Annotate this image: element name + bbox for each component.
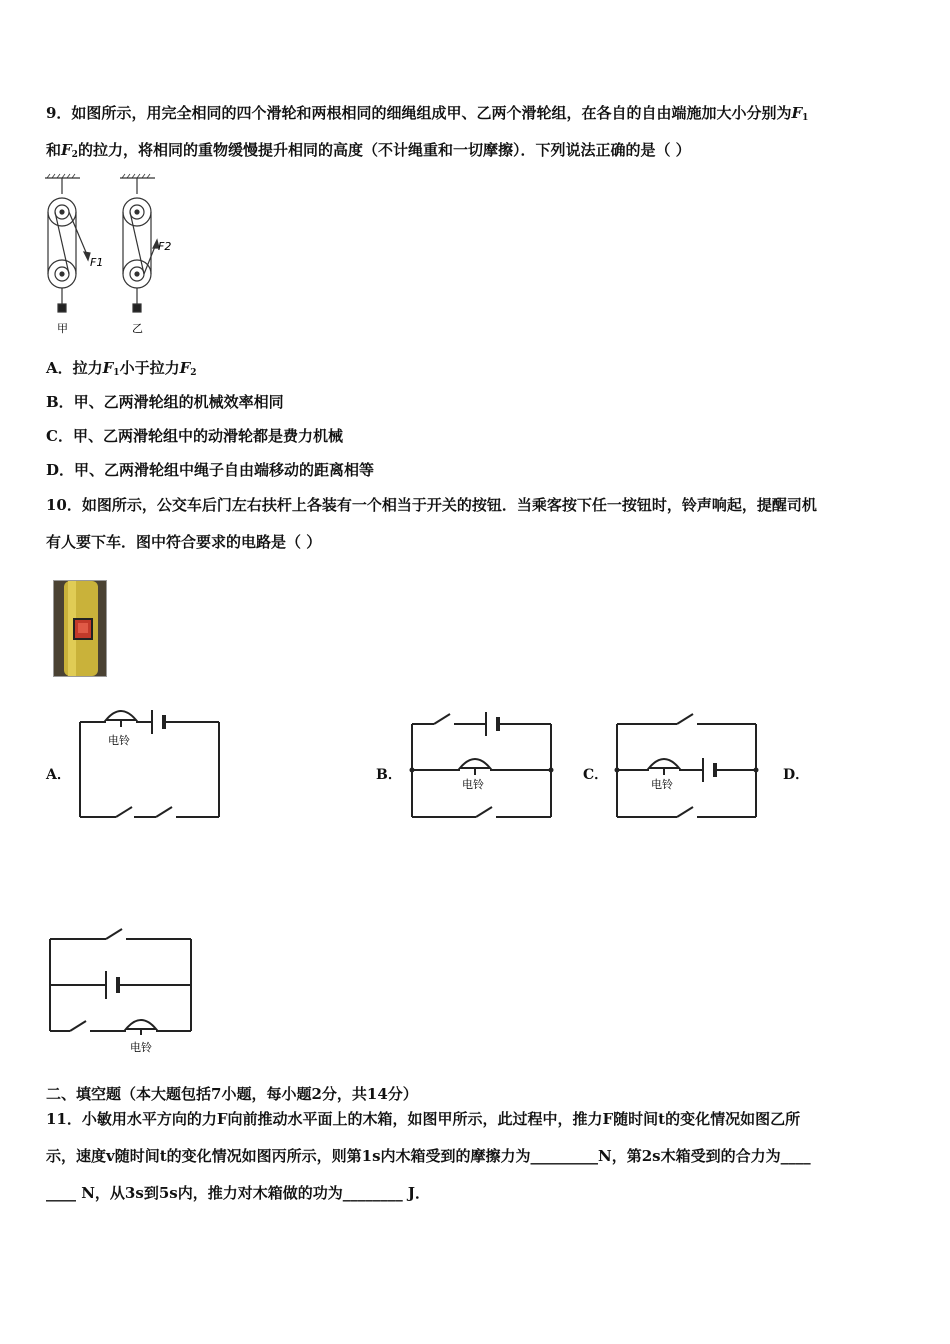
bell-label: 电铃 [108,734,130,747]
circuit-c [615,708,760,820]
bus-button-photo [53,580,107,677]
q10-option-c-label: C． [583,767,609,783]
q10-stem-line1: 10．如图所示，公交车后门左右扶杆上各装有一个相当于开关的按钮．当乘客按下任一按钮时，铃声响起，提醒司机 [46,496,817,514]
q9-option-c: C．甲、乙两滑轮组中的动滑轮都是费力机械 [46,427,343,445]
battery-icon [152,710,164,734]
q10-option-a-label: A． [46,767,71,783]
q11-line2: 示，速度v随时间t的变化情况如图丙所示，则第1s内木箱受到的摩擦力为_________N，第2s木箱受到的合力为____ [46,1147,811,1165]
q9-stem-line2: 和$F_2$的拉力，将相同的重物缓慢提升相同的高度（不计绳重和一切摩擦）．下列说法正确的是（ ） [46,141,691,160]
circuit-d [48,925,196,1060]
q9-fig-force-f2: F2 [158,240,172,253]
bell-icon [106,711,136,727]
q11-line3: ____ N，从3s到5s内，推力对木箱做的功为________ J． [46,1184,431,1202]
circuit-b [410,708,555,820]
q10-stem-line2: 有人要下车．图中符合要求的电路是（ ） [46,533,322,551]
circuit-a [78,700,223,820]
q9-stem-line1: 9．如图所示，用完全相同的四个滑轮和两根相同的细绳组成甲、乙两个滑轮组，在各自的自由端施加大小分别为$F_1$ [46,104,809,123]
q11-line1: 11．小敏用水平方向的力F向前推动水平面上的木箱，如图甲所示，此过程中，推力F随时间t的变化情况如图乙所 [46,1110,801,1128]
q9-fig-caption-yi: 乙 [132,322,143,335]
bell-label-c: 电铃 [651,778,673,791]
bell-label-b: 电铃 [462,778,484,791]
q9-option-b: B．甲、乙两滑轮组的机械效率相同 [46,393,284,411]
q10-option-b-label: B． [376,767,402,783]
q9-option-a: A．拉力$F_1$小于拉力$F_2$ [46,359,197,378]
bell-label-d: 电铃 [130,1041,152,1054]
q9-fig-force-f1: F1 [90,256,104,269]
q10-option-d-label: D． [783,767,810,783]
section2-title: 二、填空题（本大题包括7小题，每小题2分，共14分） [46,1085,418,1103]
q9-pulley-figure [40,172,175,337]
q9-option-d: D．甲、乙两滑轮组中绳子自由端移动的距离相等 [46,461,375,479]
q9-fig-caption-jia: 甲 [57,322,68,335]
